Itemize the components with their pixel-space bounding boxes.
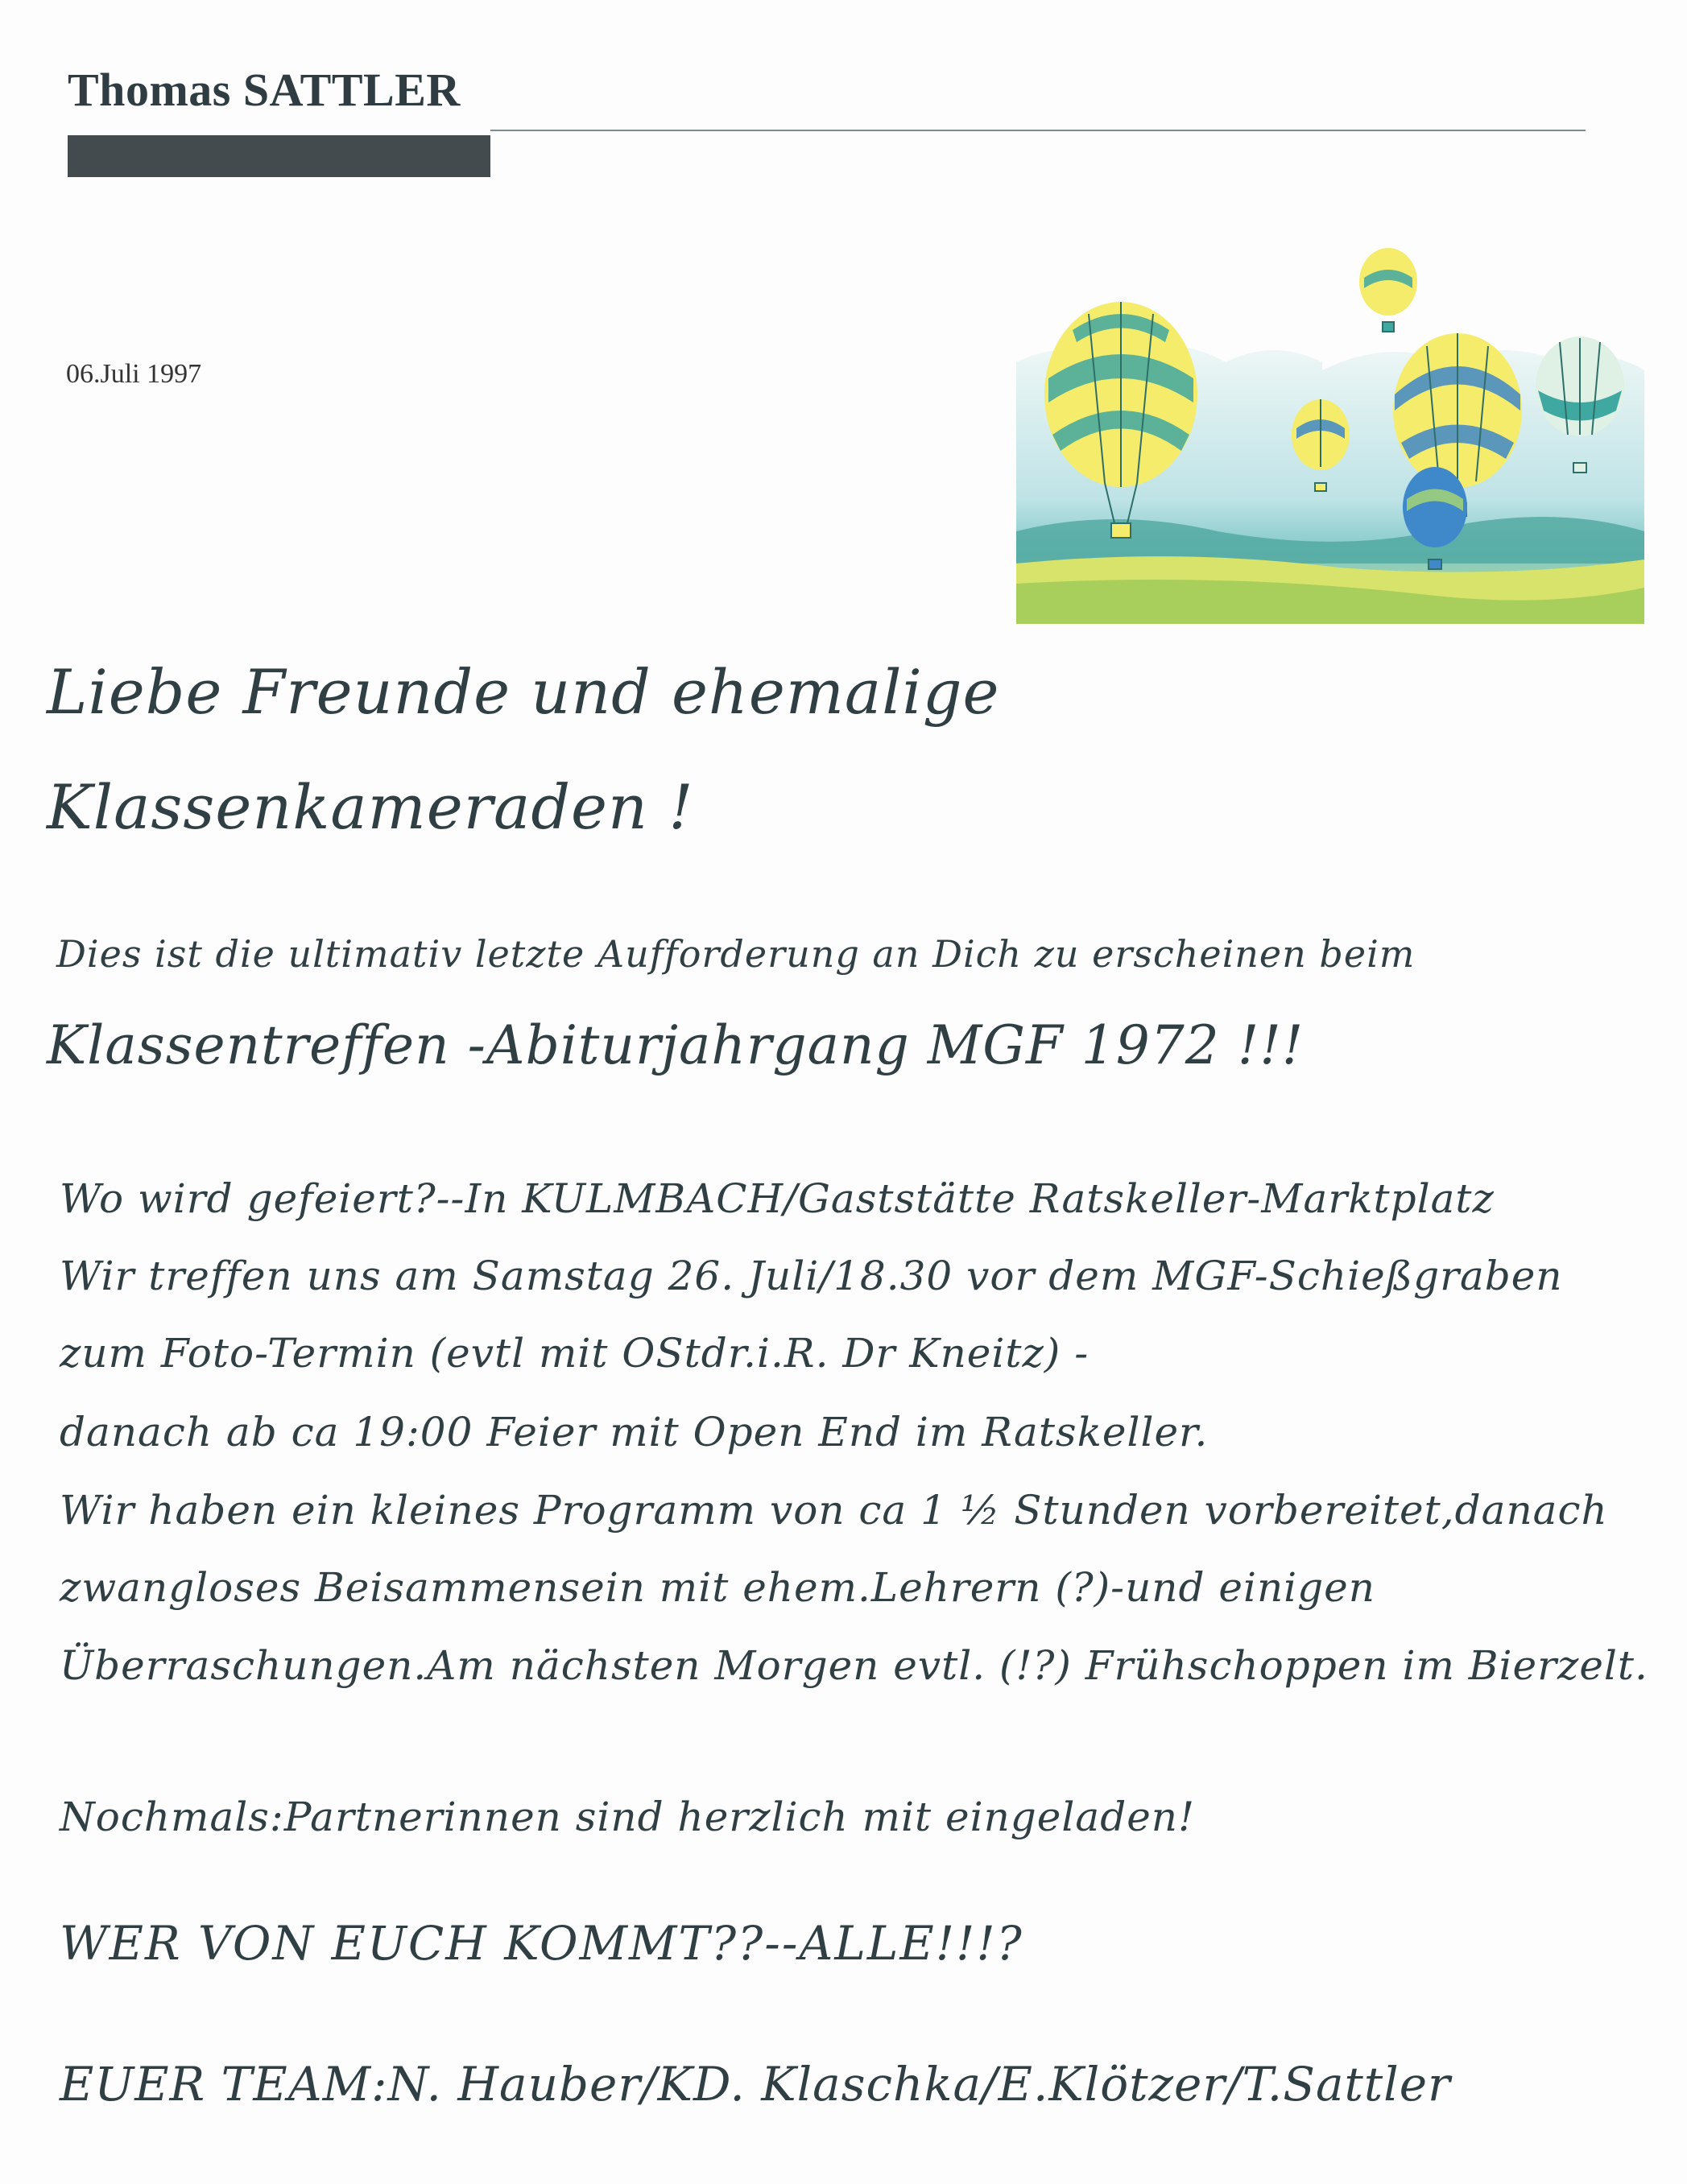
greeting-line-2: Klassenkameraden ! bbox=[47, 771, 694, 843]
partner-note: Nochmals:Partnerinnen sind herzlich mit eingeladen! bbox=[60, 1794, 1196, 1840]
letter-date: 06.Juli 1997 bbox=[66, 359, 202, 389]
detail-line: zwangloses Beisammensein mit ehem.Lehrern (?)-und einigen bbox=[60, 1564, 1375, 1611]
event-title: Klassentreffen -Abiturjahrgang MGF 1972 !!! bbox=[47, 1014, 1305, 1076]
detail-line: Wo wird gefeiert?--In KULMBACH/Gaststätte Ratskeller-Marktplatz bbox=[60, 1175, 1495, 1222]
team-signature: EUER TEAM:N. Hauber/KD. Klaschka/E.Klötzer/T.Sattler bbox=[60, 2057, 1451, 2112]
detail-line: danach ab ca 19:00 Feier mit Open End im Ratskeller. bbox=[60, 1409, 1209, 1455]
detail-line: Wir haben ein kleines Programm von ca 1 ½ Stunden vorbereitet,danach bbox=[60, 1487, 1608, 1534]
header-bar bbox=[68, 135, 490, 177]
sender-name: Thomas SATTLER bbox=[68, 64, 461, 116]
balloon-top bbox=[1359, 248, 1417, 332]
header-rule bbox=[490, 130, 1586, 131]
detail-line: Wir treffen uns am Samstag 26. Juli/18.30 vor dem MGF-Schießgraben bbox=[60, 1253, 1563, 1299]
hot-air-balloons-icon bbox=[1016, 242, 1644, 624]
greeting-line-1: Liebe Freunde und ehemalige bbox=[47, 656, 1000, 728]
detail-line: Überraschungen.Am nächsten Morgen evtl. (!?) Frühschoppen im Bierzelt. bbox=[60, 1642, 1648, 1689]
detail-line: zum Foto-Termin (evtl mit OStdr.i.R. Dr Kneitz) - bbox=[60, 1330, 1090, 1377]
attendance-question: WER VON EUCH KOMMT??--ALLE!!!? bbox=[60, 1916, 1023, 1971]
invitation-intro: Dies ist die ultimativ letzte Aufforderung an Dich zu erscheinen beim bbox=[56, 932, 1416, 976]
